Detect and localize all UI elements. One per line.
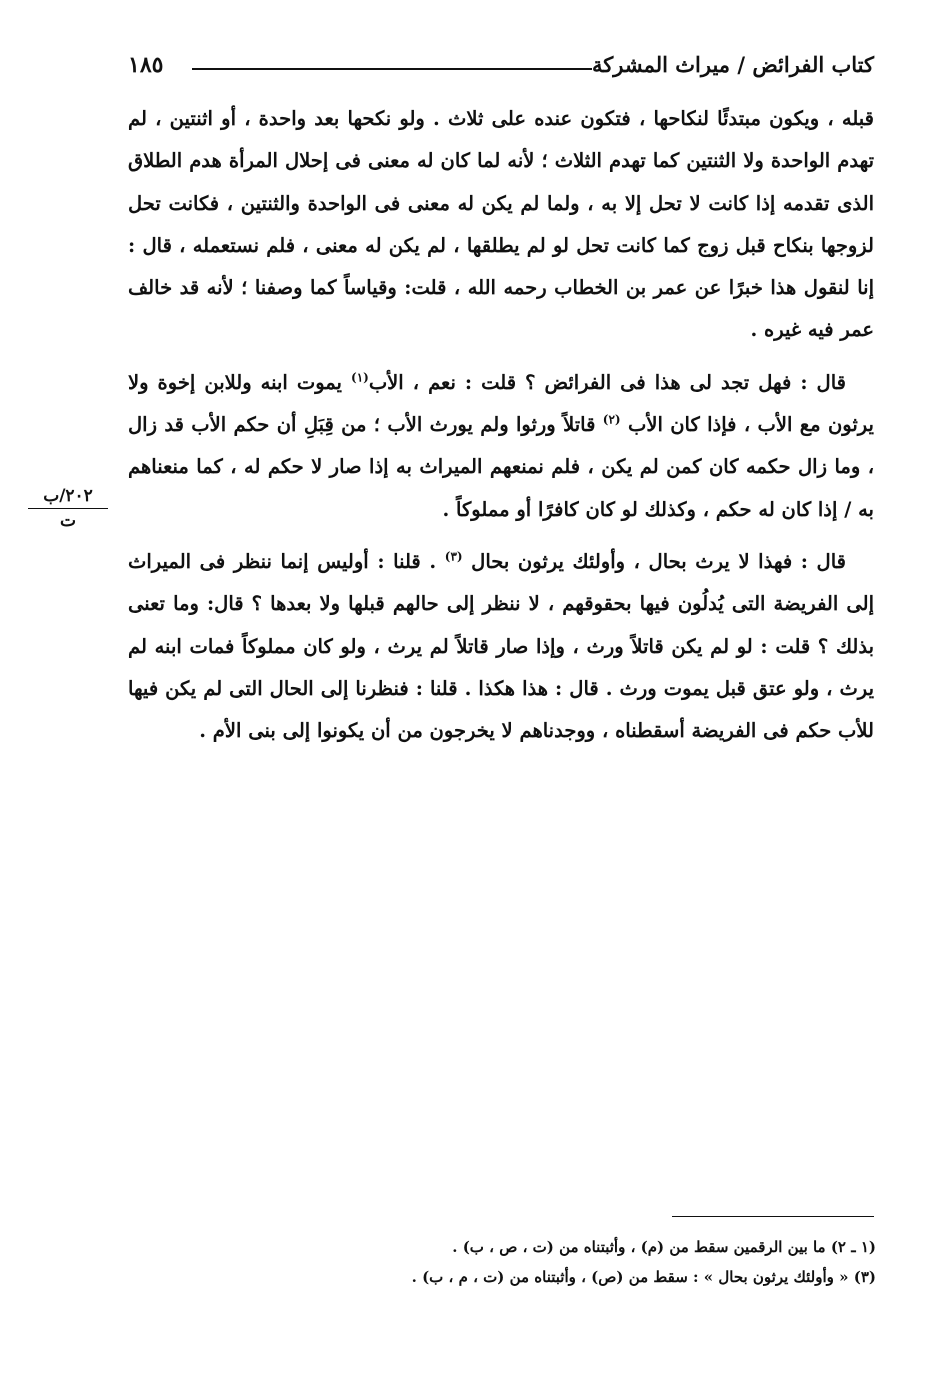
paragraph-3-part-1: قال : فهذا لا يرث بحال ، وأولئك يرثون بحال — [462, 549, 846, 573]
paragraph-2-part-2: يموت ابنه وللابن إخوة ولا يرثون مع الأب ، فإذا كان الأب — [128, 370, 874, 437]
header-rule — [192, 68, 592, 70]
footnote-marker-1: (١) — [351, 370, 369, 385]
paragraph-2 — [128, 362, 874, 531]
paragraph-1: قبله ، ويكون مبتدئًا لنكاحها ، فتكون عنده على ثلاث . ولو نكحها بعد واحدة ، أو اثنتين ، لم تهدم الواحدة ولا الثنتين كما تهدم الثلاث ؛ لأنه لما كان له معنى فى إحلال المرأة هدم الطلاق الذى تقدمه إذا كانت لا تحل إلا به ، ولما لم يكن له معنى فى الواحدة والثنتين ، فكانت تحل لزوجها بنكاح قبل زوج كما كانت تحل لو لم يطلقها ، لم يكن له معنى ، فلم نستعمله ، قال : إنا لنقول هذا خبرًا عن عمر بن الخطاب رحمه الله ، قلت: وقياساً كما وصفنا ؛ لأنه قد خالف عمر فيه غيره . — [128, 107, 874, 342]
footnotes — [360, 1232, 876, 1292]
page-number: ١٨٥ — [128, 52, 164, 78]
paragraph-3 — [128, 541, 874, 752]
paragraph-2-part-1: قال : فهل تجد لى هذا فى الفرائض ؟ قلت : نعم ، الأب — [368, 370, 846, 394]
footnote-marker-2: (٢) — [602, 412, 621, 427]
footnote-separator — [672, 1216, 874, 1217]
manuscript-folio-ref: ٢٠٢/ب — [28, 486, 108, 509]
paragraph-3-part-2: . قلنا : أوليس إنما ننظر فى الميراث إلى الفريضة التى يُدلُون فيها بحقوقهم ، لا ننظر إلى حالهم قبلها ولا بعدها ؟ قال: وما تعنى بذلك ؟ قلت : لو لم يكن قاتلاً ورث ، وإذا صار قاتلاً لم يرث ، ولو كان مملوكاً فمات ابنه لم يرث ، ولو عتق قبل يموت ورث . قال : هذا هكذا . قلنا : فنظرنا إلى الحال التى لم يكن فيها للأب حكم فى الفريضة أسقطناه ، ووجدناهم لا يخرجون من أن يكونوا إلى بنى الأم . — [128, 549, 874, 743]
footnote-marker-3: (٣) — [444, 549, 463, 564]
manuscript-margin-note — [28, 486, 108, 531]
page-header — [128, 52, 874, 86]
running-title: كتاب الفرائض / ميراث المشركة — [592, 52, 874, 77]
footnote-1: (١ ـ ٢) ما بين الرقمين سقط من (م) ، وأثبتناه من (ت ، ص ، ب) . — [452, 1238, 876, 1256]
paragraph-2-part-3: قاتلاً ورثوا ولم يورث الأب ؛ من قِبَلِ أن حكم الأب قد زال ، وما زال حكمه كان كمن لم يكن ، فلم نمنعهم الميراث به إذا صار لا حكم له ، كما منعناهم به / إذا كان له حكم ، وكذلك لو كان كافرًا أو مملوكاً . — [128, 413, 874, 521]
main-text — [128, 98, 874, 752]
footnote-2: (٣) « وأولئك يرثون بحال » : سقط من (ص) ، وأثبتناه من (ت ، م ، ب) . — [411, 1268, 876, 1286]
manuscript-source: ت — [59, 511, 76, 531]
